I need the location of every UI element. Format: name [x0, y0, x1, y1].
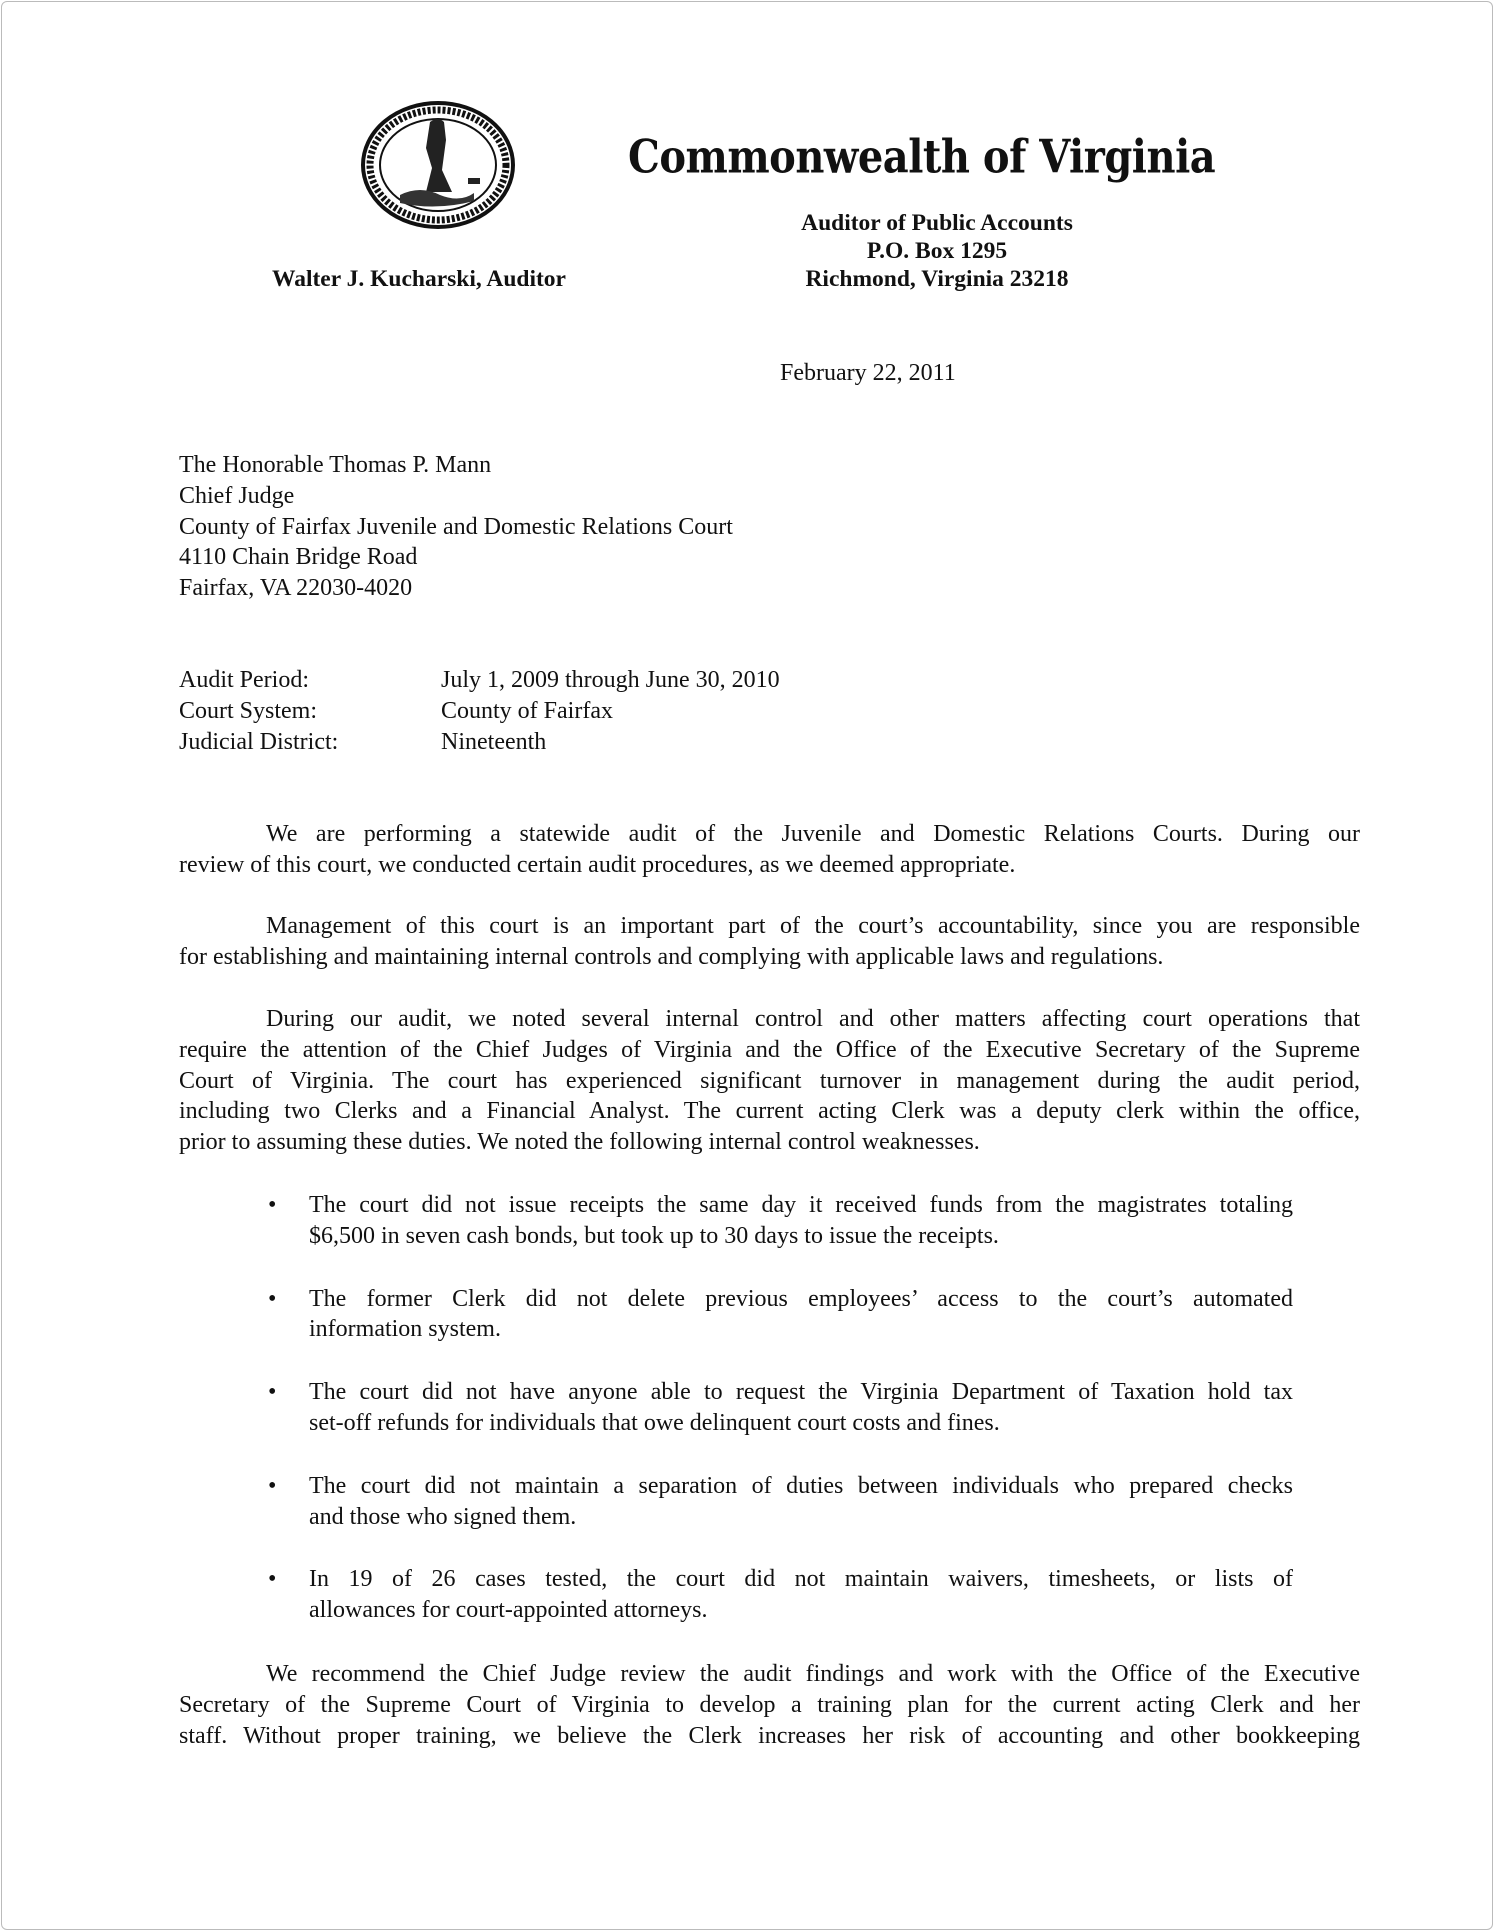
finding-line: The court did not have anyone able to request the Virginia Department of Taxation hold tax	[309, 1379, 1293, 1406]
audit-info	[179, 665, 338, 757]
finding-line: The former Clerk did not delete previous employees’ access to the court’s automated	[309, 1285, 1293, 1312]
paragraph-line: Management of this court is an important part of the court’s accountability, since you are responsible	[266, 913, 1360, 939]
paragraph-line: Court of Virginia. The court has experienced significant turnover in management during the audit period,	[179, 1067, 1360, 1094]
recipient-line: The Honorable Thomas P. Mann	[179, 452, 492, 478]
court-system-label: Court System:	[179, 697, 318, 724]
judicial-district-value: Nineteenth	[441, 728, 547, 755]
paragraph-1	[179, 819, 1360, 881]
paragraph-line: Secretary of the Supreme Court of Virginia to develop a training plan for the current acting Clerk and her	[179, 1691, 1360, 1718]
paragraph-line: prior to assuming these duties. We noted the following internal control weaknesses.	[179, 1129, 980, 1156]
finding-item	[309, 1190, 1293, 1252]
paragraph-line: for establishing and maintaining internal controls and complying with applicable laws and regulations.	[179, 943, 1164, 970]
finding-line: information system.	[309, 1316, 501, 1343]
finding-item	[309, 1377, 1293, 1439]
recipient-address	[179, 450, 733, 604]
finding-line: $6,500 in seven cash bonds, but took up to 30 days to issue the receipts.	[309, 1222, 999, 1249]
finding-line: set-off refunds for individuals that owe delinquent court costs and fines.	[309, 1409, 1000, 1436]
bullet-icon: •	[268, 1379, 277, 1406]
letter-date: February 22, 2011	[780, 360, 956, 386]
recipient-line: 4110 Chain Bridge Road	[179, 544, 418, 571]
recipient-line: Fairfax, VA 22030-4020	[179, 575, 413, 602]
finding-item	[309, 1564, 1293, 1626]
recipient-line: County of Fairfax Juvenile and Domestic Relations Court	[179, 513, 733, 540]
paragraph-line: review of this court, we conducted certain audit procedures, as we deemed appropriate.	[179, 851, 1016, 878]
finding-line: The court did not issue receipts the same day it received funds from the magistrates totaling	[309, 1192, 1293, 1218]
finding-line: In 19 of 26 cases tested, the court did not maintain waivers, timesheets, or lists of	[309, 1566, 1293, 1593]
court-system-value: County of Fairfax	[441, 697, 613, 724]
paragraph-line: We are performing a statewide audit of the Juvenile and Domestic Relations Courts. During our	[266, 821, 1360, 847]
po-box: P.O. Box 1295	[866, 238, 1008, 264]
audit-period-value: July 1, 2009 through June 30, 2010	[441, 667, 780, 693]
closing-paragraph	[179, 1659, 1360, 1751]
letterhead-title: Commonwealth of Virginia	[628, 130, 1216, 185]
audit-info-values	[441, 665, 780, 757]
paragraph-line: We recommend the Chief Judge review the audit findings and work with the Office of the Executive	[266, 1661, 1360, 1687]
bullet-icon: •	[268, 1472, 277, 1499]
bullet-icon: •	[268, 1285, 277, 1312]
virginia-seal-logo	[360, 100, 516, 230]
finding-item	[309, 1471, 1293, 1533]
paragraph-2	[179, 911, 1360, 973]
paragraph-line: staff. Without proper training, we believe the Clerk increases her risk of accounting and other bookkeeping	[179, 1722, 1360, 1749]
bullet-icon: •	[268, 1566, 277, 1593]
finding-line: The court did not maintain a separation of duties between individuals who prepared checks	[309, 1472, 1293, 1499]
city-address: Richmond, Virginia 23218	[805, 266, 1069, 292]
finding-line: and those who signed them.	[309, 1503, 577, 1530]
finding-line: allowances for court-appointed attorneys.	[309, 1597, 708, 1624]
paragraph-line: including two Clerks and a Financial Analyst. The current acting Clerk was a deputy clerk within the office,	[179, 1098, 1360, 1125]
audit-period-label: Audit Period:	[179, 667, 309, 693]
paragraph-line: During our audit, we noted several internal control and other matters affecting court operations that	[266, 1006, 1360, 1032]
paragraph-line: require the attention of the Chief Judges of Virginia and the Office of the Executive Secretary of the Supreme	[179, 1036, 1360, 1063]
finding-item	[309, 1284, 1293, 1346]
office-name: Auditor of Public Accounts	[801, 210, 1073, 236]
bullet-icon: •	[268, 1192, 277, 1218]
recipient-line: Chief Judge	[179, 482, 295, 509]
auditor-name: Walter J. Kucharski, Auditor	[272, 266, 566, 292]
paragraph-3	[179, 1004, 1360, 1158]
judicial-district-label: Judicial District:	[179, 728, 339, 755]
